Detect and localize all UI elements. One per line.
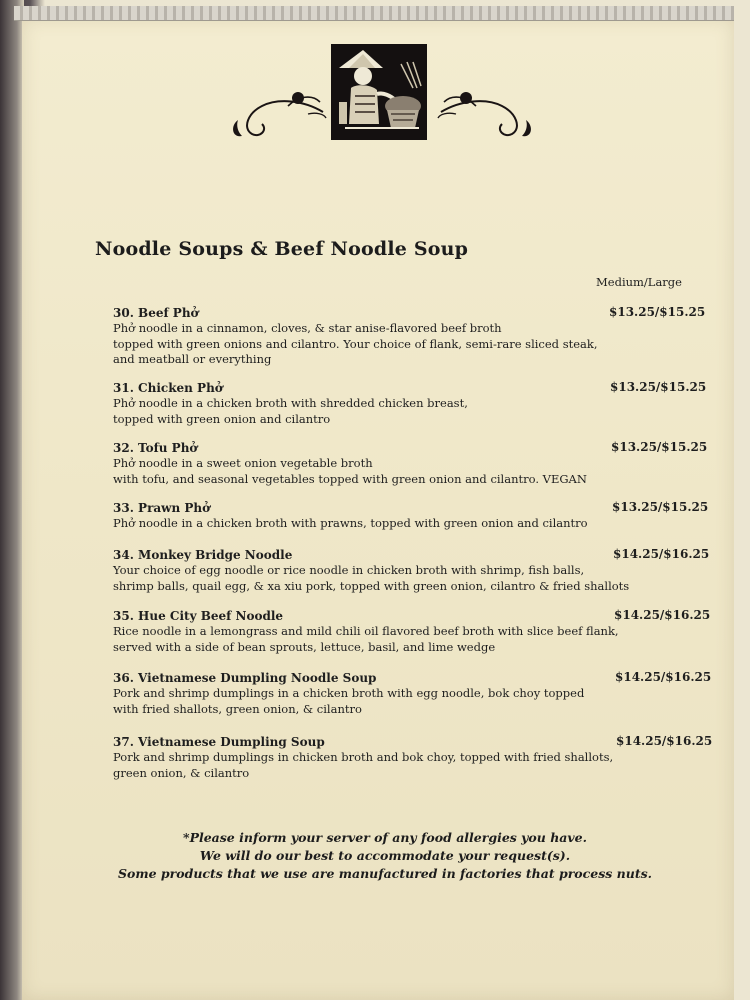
item-price: $13.25/$15.25 bbox=[609, 305, 706, 319]
item-price: $14.25/$16.25 bbox=[614, 608, 711, 622]
item-price: $13.25/$15.25 bbox=[610, 380, 707, 394]
menu-item bbox=[113, 670, 713, 717]
item-desc-line: Rice noodle in a lemongrass and mild chili oil flavored beef broth with slice beef flank, bbox=[113, 624, 619, 638]
item-desc-line: Your choice of egg noodle or rice noodle in chicken broth with shrimp, fish balls, bbox=[113, 563, 585, 577]
item-desc-line: Phở noodle in a chicken broth with prawns, topped with green onion and cilantro bbox=[113, 516, 588, 530]
item-desc-line: with tofu, and seasonal vegetables topped with green onion and cilantro. VEGAN bbox=[113, 471, 587, 486]
item-desc-line: Pork and shrimp dumplings in a chicken broth with egg noodle, bok choy topped bbox=[113, 686, 585, 700]
item-desc-line: served with a side of bean sprouts, lettuce, basil, and lime wedge bbox=[113, 639, 496, 654]
menu-item bbox=[113, 547, 713, 594]
item-title: 32. Tofu Phở bbox=[113, 441, 198, 455]
menu-item bbox=[113, 305, 713, 368]
item-price: $13.25/$15.25 bbox=[611, 440, 708, 454]
allergy-notice-line: *Please inform your server of any food allergies you have. bbox=[183, 830, 587, 845]
menu-item bbox=[113, 500, 713, 532]
item-desc-line: topped with green onion and cilantro bbox=[113, 411, 331, 426]
item-desc-line: Phở noodle in a chicken broth with shredded chicken breast, bbox=[113, 396, 468, 410]
header-ornament bbox=[228, 44, 528, 144]
item-desc-line: green onion, & cilantro bbox=[113, 765, 250, 780]
item-title: 33. Prawn Phở bbox=[113, 501, 211, 515]
section-title: Noodle Soups & Beef Noodle Soup bbox=[95, 238, 469, 260]
menu-item bbox=[113, 734, 713, 781]
allergy-notice-line: We will do our best to accommodate your request(s). bbox=[199, 848, 571, 863]
menu-item bbox=[113, 608, 713, 655]
item-price: $14.25/$16.25 bbox=[615, 670, 712, 684]
plastic-sleeve-edge bbox=[14, 6, 734, 21]
allergy-notice-line: Some products that we use are manufactured in factories that process nuts. bbox=[118, 866, 652, 881]
item-title: 34. Monkey Bridge Noodle bbox=[113, 548, 293, 562]
item-price: $14.25/$16.25 bbox=[613, 547, 710, 561]
menu-item bbox=[113, 440, 713, 487]
item-price: $14.25/$16.25 bbox=[616, 734, 713, 748]
street-vendor-illustration bbox=[331, 44, 427, 140]
item-title: 31. Chicken Phở bbox=[113, 381, 223, 395]
item-price: $13.25/$15.25 bbox=[612, 500, 709, 514]
item-desc-line: topped with green onions and cilantro. Your choice of flank, semi-rare sliced steak, bbox=[113, 336, 598, 351]
size-column-label: Medium/Large bbox=[596, 275, 682, 289]
item-desc-line: Phở noodle in a sweet onion vegetable broth bbox=[113, 456, 373, 470]
item-desc-line: Pork and shrimp dumplings in chicken broth and bok choy, topped with fried shallots, bbox=[113, 750, 614, 764]
item-desc-line: Phở noodle in a cinnamon, cloves, & star anise-flavored beef broth bbox=[113, 321, 502, 335]
item-title: 37. Vietnamese Dumpling Soup bbox=[113, 735, 325, 749]
item-desc-line: and meatball or everything bbox=[113, 352, 272, 366]
item-title: 36. Vietnamese Dumpling Noodle Soup bbox=[113, 671, 377, 685]
item-title: 35. Hue City Beef Noodle bbox=[113, 609, 284, 623]
allergy-notice bbox=[100, 829, 670, 883]
swirl-ornament-left-icon bbox=[228, 92, 328, 140]
item-title: 30. Beef Phở bbox=[113, 306, 199, 320]
menu-item bbox=[113, 380, 713, 427]
item-desc-line: shrimp balls, quail egg, & xa xiu pork, topped with green onion, cilantro & fried shallots bbox=[113, 578, 630, 593]
binder-edge bbox=[0, 0, 24, 1000]
swirl-ornament-right-icon bbox=[436, 92, 536, 140]
item-desc-line: with fried shallots, green onion, & cilantro bbox=[113, 701, 362, 716]
